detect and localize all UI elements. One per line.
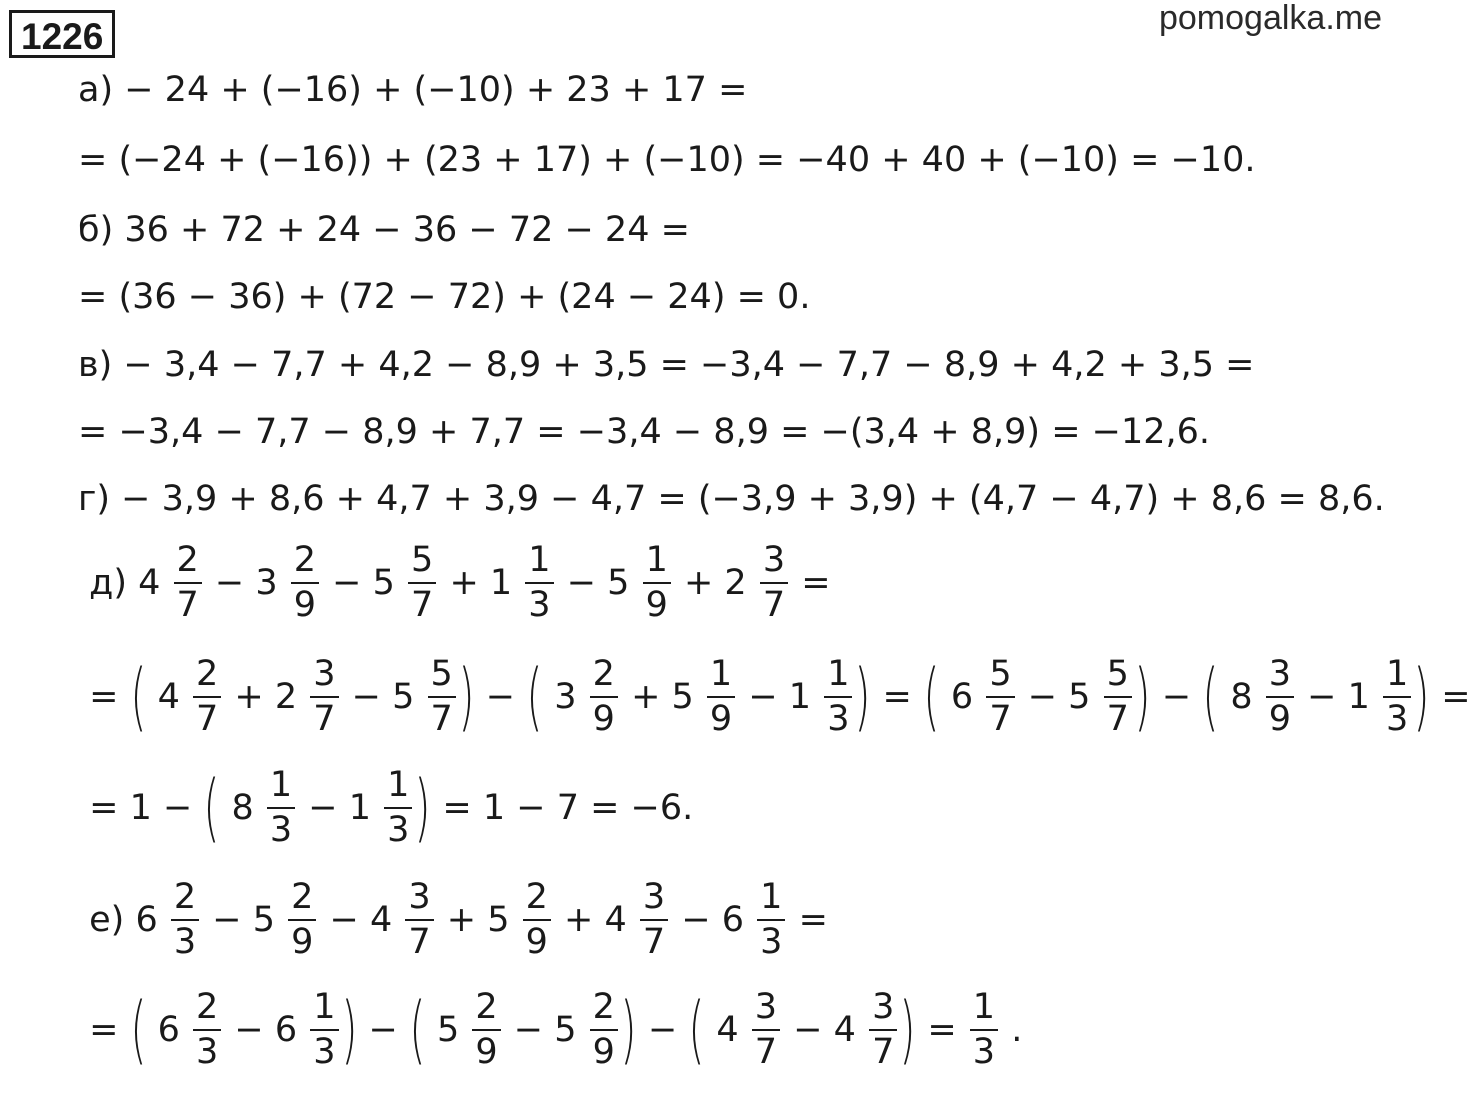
math-text: − 3 [203, 563, 289, 603]
numerator: 1 [709, 654, 733, 694]
numerator: 1 [313, 987, 336, 1027]
denominator: 3 [193, 1029, 221, 1070]
big-paren: ) [620, 987, 637, 1073]
big-paren: ) [414, 765, 431, 851]
big-paren: ( [130, 654, 146, 740]
fraction [310, 654, 338, 739]
numerator: 2 [293, 540, 317, 580]
math-text: 8 [1219, 677, 1264, 717]
math-text: = 1 − [78, 788, 204, 828]
denominator: 7 [869, 1029, 897, 1070]
math-text: д) 4 [78, 563, 172, 603]
math-text: = [871, 677, 923, 717]
numerator: 2 [525, 877, 548, 917]
fraction [869, 987, 897, 1072]
math-text: + 1 [438, 563, 524, 603]
fraction [1383, 654, 1411, 739]
fraction [525, 540, 553, 625]
math-text: + 2 [223, 677, 309, 717]
solution-line-d3 [78, 765, 705, 851]
denominator: 9 [707, 696, 735, 737]
math-text: − 1 [737, 677, 823, 717]
denominator: 7 [752, 1029, 780, 1070]
numerator: 2 [475, 987, 498, 1027]
denominator: 9 [643, 582, 671, 623]
math-text: − 4 [782, 1010, 868, 1050]
numerator: 2 [592, 987, 615, 1027]
numerator: 5 [989, 654, 1012, 694]
math-text: − [636, 1010, 689, 1050]
math-text: е) 6 [78, 900, 169, 940]
denominator: 7 [428, 696, 456, 737]
fraction [472, 987, 500, 1072]
big-paren: ) [899, 987, 916, 1073]
solution-line-b2: = (36 − 36) + (72 − 72) + (24 − 24) = 0. [78, 277, 811, 317]
denominator: 7 [193, 696, 221, 737]
fraction [193, 654, 221, 739]
math-text: 8 [220, 788, 265, 828]
numerator: 3 [754, 987, 778, 1027]
math-text: − 5 [502, 1010, 588, 1050]
math-text: 4 [705, 1010, 750, 1050]
math-text: = [78, 1010, 130, 1050]
denominator: 9 [288, 919, 316, 960]
big-paren: ( [688, 987, 705, 1073]
denominator: 9 [291, 582, 319, 623]
math-text: − 1 [1296, 677, 1381, 717]
denominator: 3 [267, 807, 295, 848]
math-text: = [78, 677, 130, 717]
fraction [405, 877, 433, 962]
solution-line-b1: б) 36 + 72 + 24 − 36 − 72 − 24 = [78, 210, 690, 250]
denominator: 3 [310, 1029, 338, 1070]
denominator: 9 [1266, 696, 1294, 737]
denominator: 3 [1383, 696, 1411, 737]
numerator: 2 [195, 654, 219, 694]
fraction [590, 987, 618, 1072]
big-paren: ( [526, 654, 543, 740]
big-paren: ) [1134, 654, 1151, 740]
fraction [193, 987, 221, 1072]
denominator: 9 [590, 696, 618, 737]
math-text: + 5 [619, 677, 705, 717]
math-text: 4 [146, 677, 191, 717]
math-text: − 5 [321, 563, 407, 603]
big-paren: ( [409, 987, 426, 1073]
fraction [384, 765, 412, 850]
numerator: 1 [972, 987, 996, 1027]
numerator: 5 [430, 654, 453, 694]
fraction [590, 654, 618, 739]
denominator: 3 [757, 919, 785, 960]
fraction [288, 877, 316, 962]
solution-line-e1 [78, 877, 840, 962]
big-paren: ( [923, 654, 940, 740]
numerator: 3 [1268, 654, 1292, 694]
math-text: − [474, 677, 527, 717]
denominator: 3 [970, 1029, 998, 1070]
math-text: − 5 [201, 900, 287, 940]
math-text: − [1150, 677, 1203, 717]
numerator: 5 [1106, 654, 1129, 694]
denominator: 9 [590, 1029, 618, 1070]
solution-line-v2: = −3,4 − 7,7 − 8,9 + 7,7 = −3,4 − 8,9 = −(3,4 + 8,9) = −12,6. [78, 412, 1211, 452]
big-paren: ) [458, 654, 475, 740]
solution-line-d1 [78, 540, 842, 625]
numerator: 1 [827, 654, 850, 694]
fraction [707, 654, 735, 739]
numerator: 1 [760, 877, 783, 917]
denominator: 7 [760, 582, 788, 623]
math-text: − 6 [223, 1010, 309, 1050]
big-paren: ( [203, 765, 220, 851]
math-text: . [1000, 1010, 1034, 1050]
denominator: 3 [824, 696, 852, 737]
numerator: 3 [642, 877, 666, 917]
math-text: + 5 [435, 900, 521, 940]
big-paren: ) [854, 654, 871, 740]
fraction [174, 540, 202, 625]
math-text: 6 [146, 1010, 191, 1050]
fraction [643, 540, 671, 625]
math-text: = 1 − 7 = −6. [431, 788, 705, 828]
fraction [428, 654, 456, 739]
numerator: 5 [411, 540, 434, 580]
numerator: 3 [872, 987, 895, 1027]
numerator: 2 [176, 540, 199, 580]
solution-line-g1: г) − 3,9 + 8,6 + 4,7 + 3,9 − 4,7 = (−3,9 + 3,9) + (4,7 − 4,7) + 8,6 = 8,6. [78, 479, 1385, 519]
fraction [760, 540, 788, 625]
denominator: 7 [174, 582, 202, 623]
math-text: 6 [939, 677, 985, 717]
numerator: 2 [173, 877, 197, 917]
big-paren: ( [1202, 654, 1219, 740]
numerator: 2 [592, 654, 615, 694]
fraction [640, 877, 668, 962]
fraction [1266, 654, 1294, 739]
math-text: − 1 [297, 788, 383, 828]
solution-line-e2 [78, 987, 1034, 1073]
fraction [291, 540, 319, 625]
math-text: 5 [425, 1010, 471, 1050]
numerator: 1 [269, 765, 293, 805]
solution-line-a1: а) − 24 + (−16) + (−10) + 23 + 17 = [78, 70, 748, 110]
math-text: − 5 [555, 563, 641, 603]
numerator: 3 [408, 877, 431, 917]
math-text: = [790, 563, 842, 603]
fraction [1104, 654, 1132, 739]
solution-line-v1: в) − 3,4 − 7,7 + 4,2 − 8,9 + 3,5 = −3,4 − 7,7 − 8,9 + 4,2 + 3,5 = [78, 345, 1255, 385]
denominator: 7 [1104, 696, 1132, 737]
fraction [752, 987, 780, 1072]
denominator: 7 [405, 919, 433, 960]
fraction [986, 654, 1014, 739]
denominator: 9 [523, 919, 551, 960]
denominator: 3 [384, 807, 412, 848]
numerator: 1 [387, 765, 410, 805]
fraction [757, 877, 785, 962]
numerator: 3 [762, 540, 786, 580]
math-text: − 6 [670, 900, 756, 940]
math-text: 3 [543, 677, 588, 717]
denominator: 3 [171, 919, 199, 960]
denominator: 7 [408, 582, 436, 623]
math-text: = [787, 900, 840, 940]
fraction [523, 877, 551, 962]
denominator: 7 [640, 919, 668, 960]
solution-line-a2: = (−24 + (−16)) + (23 + 17) + (−10) = −40 + 40 + (−10) = −10. [78, 140, 1256, 180]
numerator: 1 [528, 540, 551, 580]
fraction [171, 877, 199, 962]
numerator: 2 [195, 987, 219, 1027]
denominator: 9 [472, 1029, 500, 1070]
numerator: 1 [1386, 654, 1409, 694]
big-paren: ) [341, 987, 357, 1073]
math-text: + 2 [672, 563, 758, 603]
fraction [824, 654, 852, 739]
fraction [310, 987, 338, 1072]
fraction [267, 765, 295, 850]
problem-number: 1226 [9, 10, 115, 58]
denominator: 3 [525, 582, 553, 623]
math-text: − 5 [340, 677, 426, 717]
solution-line-d2 [78, 654, 1482, 740]
math-text: − 5 [1016, 677, 1102, 717]
big-paren: ) [1413, 654, 1430, 740]
denominator: 7 [986, 696, 1014, 737]
fraction [408, 540, 436, 625]
math-text: − [357, 1010, 409, 1050]
site-watermark: pomogalka.me [1158, 0, 1382, 37]
math-text: = [916, 1010, 968, 1050]
math-text: + 4 [552, 900, 638, 940]
math-text: − 4 [318, 900, 404, 940]
math-text: = [1430, 677, 1482, 717]
numerator: 3 [313, 654, 336, 694]
numerator: 2 [291, 877, 314, 917]
denominator: 7 [310, 696, 338, 737]
numerator: 1 [645, 540, 668, 580]
fraction [970, 987, 998, 1072]
big-paren: ( [130, 987, 146, 1073]
